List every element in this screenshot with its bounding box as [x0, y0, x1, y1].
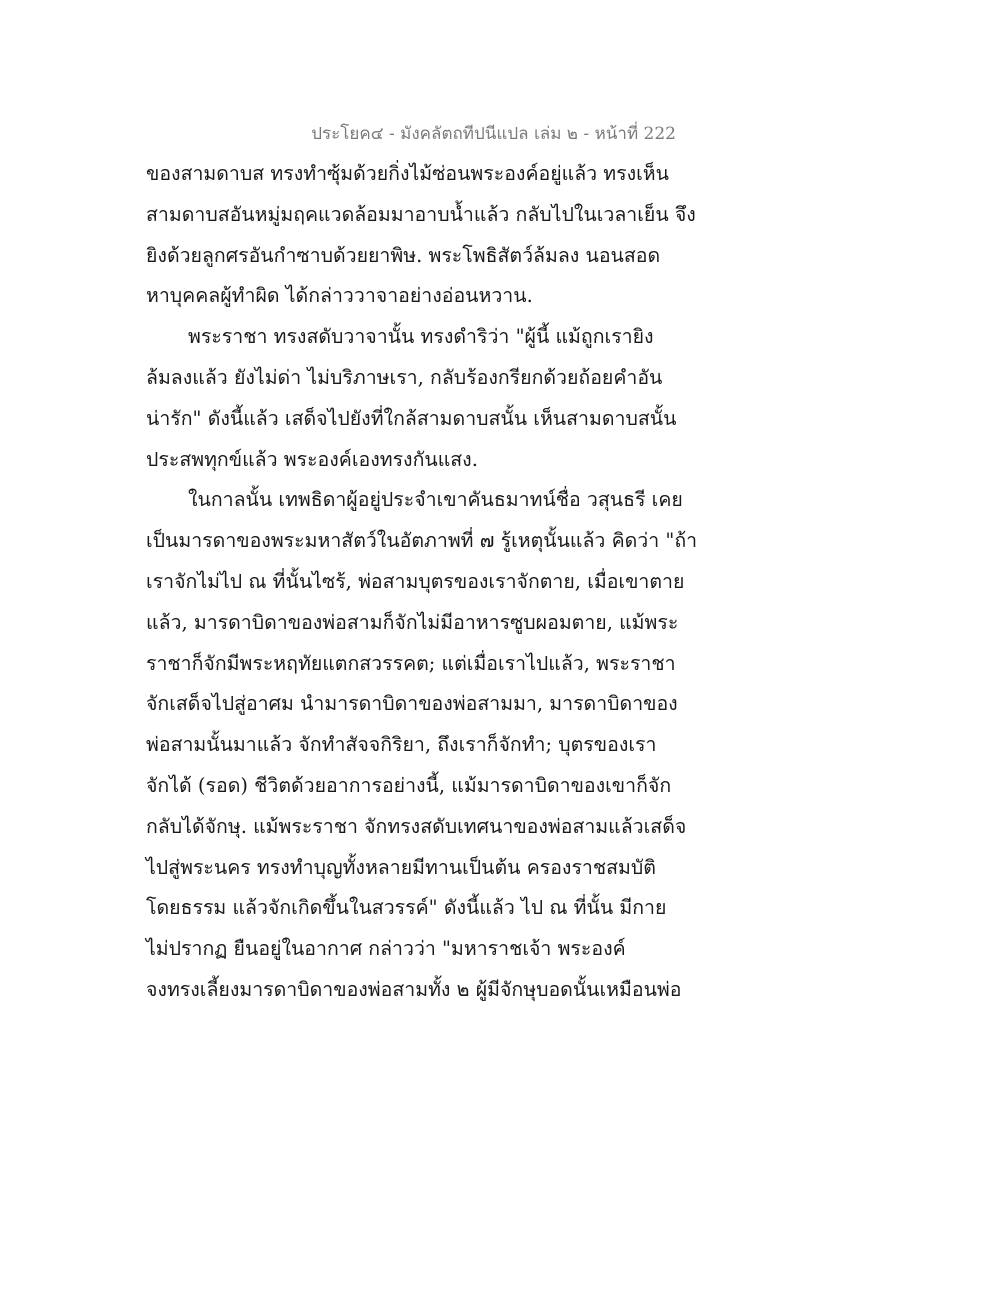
- text-line: กลับได้จักษุ. แม้พระราชา จักทรงสดับเทศนาของพ่อสามแล้วเสด็จ: [146, 814, 687, 838]
- text-line: โดยธรรม แล้วจักเกิดขึ้นในสวรรค์" ดังนี้แล้ว ไป ณ ที่นั้น มีกาย: [146, 896, 667, 920]
- text-line: พระราชา ทรงสดับวาจานั้น ทรงดำริว่า "ผู้นี้ แม้ถูกเรายิง: [188, 325, 654, 349]
- text-line: เป็นมารดาของพระมหาสัตว์ในอัตภาพที่ ๗ รู้เหตุนั้นแล้ว คิดว่า "ถ้า: [146, 529, 698, 553]
- text-line: ไปสู่พระนคร ทรงทำบุญทั้งหลายมีทานเป็นต้น ครองราชสมบัติ: [146, 855, 656, 879]
- text-line: จักได้ (รอด) ชีวิตด้วยอาการอย่างนี้, แม้มารดาบิดาของเขาก็จัก: [146, 773, 672, 797]
- text-line: หาบุคคลผู้ทำผิด ได้กล่าววาจาอย่างอ่อนหวาน.: [146, 284, 533, 308]
- running-head: ประโยค๔ - มังคลัตถทีปนีแปล เล่ม ๒ - หน้าที่ 222: [311, 124, 676, 144]
- text-line: เราจักไม่ไป ณ ที่นั้นไซร้, พ่อสามบุตรของเราจักตาย, เมื่อเขาตาย: [146, 569, 685, 593]
- body-text: [146, 154, 706, 1011]
- text-line: แล้ว, มารดาบิดาของพ่อสามก็จักไม่มีอาหารซูบผอมตาย, แม้พระ: [146, 610, 679, 634]
- text-line: จงทรงเลี้ยงมารดาบิดาของพ่อสามทั้ง ๒ ผู้มีจักษุบอดนั้นเหมือนพ่อ: [146, 977, 682, 1001]
- text-line: จักเสด็จไปสู่อาศม นำมารดาบิดาของพ่อสามมา, มารดาบิดาของ: [146, 692, 678, 716]
- text-line: ประสพทุกข์แล้ว พระองค์เองทรงกันแสง.: [146, 447, 478, 471]
- text-line: สามดาบสอันหมู่มฤคแวดล้อมมาอาบน้ำแล้ว กลับไปในเวลาเย็น จึง: [146, 202, 696, 226]
- text-line: ในกาลนั้น เทพธิดาผู้อยู่ประจำเขาคันธมาทน์ชื่อ วสุนธรี เคย: [188, 488, 683, 512]
- text-line: พ่อสามนั้นมาแล้ว จักทำสัจจกิริยา, ถึงเราก็จักทำ; บุตรของเรา: [146, 733, 657, 757]
- text-line: ยิงด้วยลูกศรอันกำซาบด้วยยาพิษ. พระโพธิสัตว์ล้มลง นอนสอด: [146, 243, 661, 267]
- text-line: ของสามดาบส ทรงทำซุ้มด้วยกิ่งไม้ซ่อนพระองค์อยู่แล้ว ทรงเห็น: [146, 162, 669, 185]
- text-line: น่ารัก" ดังนี้แล้ว เสด็จไปยังที่ใกล้สามดาบสนั้น เห็นสามดาบสนั้น: [146, 406, 677, 430]
- text-line: ราชาก็จักมีพระหฤทัยแตกสวรรคต; แต่เมื่อเราไปแล้ว, พระราชา: [146, 651, 676, 675]
- text-line: ไม่ปรากฏ ยืนอยู่ในอากาศ กล่าวว่า "มหาราชเจ้า พระองค์: [146, 937, 626, 961]
- text-line: ล้มลงแล้ว ยังไม่ด่า ไม่บริภาษเรา, กลับร้องกรียกด้วยถ้อยคำอัน: [146, 365, 663, 389]
